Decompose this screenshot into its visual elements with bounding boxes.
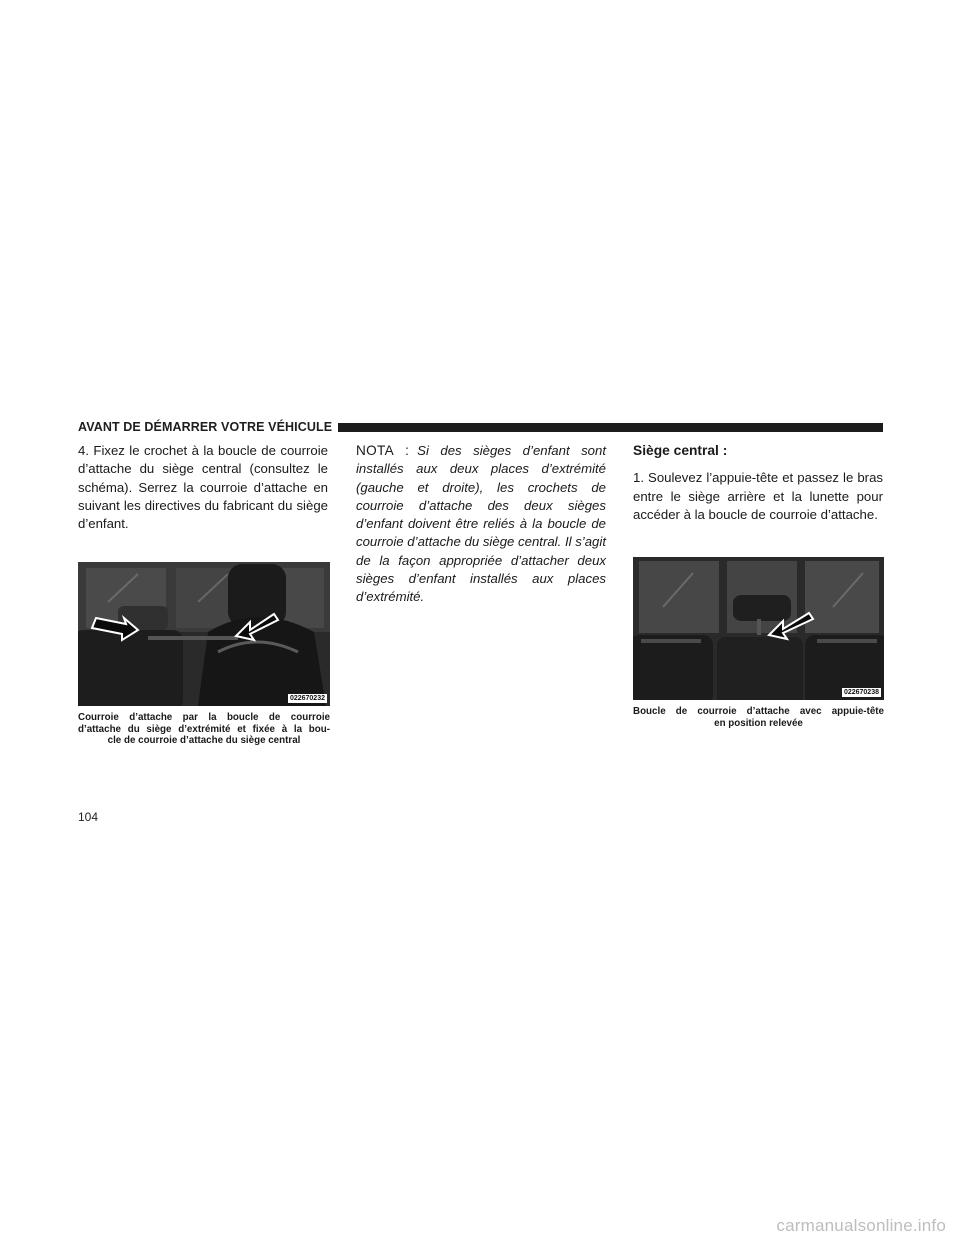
figure-code-1: 022670232 (289, 695, 325, 702)
caption-line: Boucle de courroie d’attache avec appuie-tête (633, 706, 884, 717)
caption-line: Courroie d’attache par la boucle de courroie (78, 712, 330, 723)
nota-text: Si des sièges d’enfant sont installés aux deux places d’extrémité (gauche et droite), les crochets de courroie d’attache des deux sièges d’enfant doivent être reliés à la boucle de courroie d’attache du siège central. Il s’agit de la façon appropriée d’attacher deux sièges d’enfant installés aux places d’extrémité. (356, 443, 607, 605)
figure-center-buckle (633, 557, 884, 700)
figure-tether-end-seat-illustration (78, 562, 330, 706)
watermark: carmanualsonline.info (776, 1216, 946, 1235)
section-header (78, 418, 883, 436)
figure-tether-end-seat (78, 562, 330, 706)
column-left (78, 442, 328, 533)
instruction-step-4: 4. Fixez le crochet à la boucle de courroie d’attache du siège central (consultez le schéma). Serrez la courroie d’attache en suivant les directives du fabricant du siège d’enfant. (78, 443, 328, 532)
subsection-heading: Siège central : (633, 443, 728, 458)
nota-label: NOTA : (356, 443, 410, 458)
caption-line: cle de courroie d’attache du siège central (107, 735, 301, 746)
caption-line: d’attache du siège d’extrémité et fixée à la bou- (78, 723, 330, 735)
section-title: AVANT DE DÉMARRER VOTRE VÉHICULE (78, 420, 333, 434)
page-number: 104 (78, 810, 99, 824)
header-rule (338, 423, 883, 432)
instruction-step-1: 1. Soulevez l’appuie-tête et passez le bras entre le siège arrière et la lunette pour accéder à la boucle de courroie d’attache. (633, 470, 883, 522)
column-middle (356, 442, 606, 607)
nota-paragraph (356, 442, 606, 607)
figure-caption-1 (78, 712, 330, 747)
column-right (633, 442, 883, 524)
caption-line: en position relevée (714, 717, 803, 729)
figure-caption-2 (633, 706, 884, 729)
figure-code-2: 022670238 (843, 689, 879, 696)
figure-center-buckle-illustration (633, 557, 884, 700)
